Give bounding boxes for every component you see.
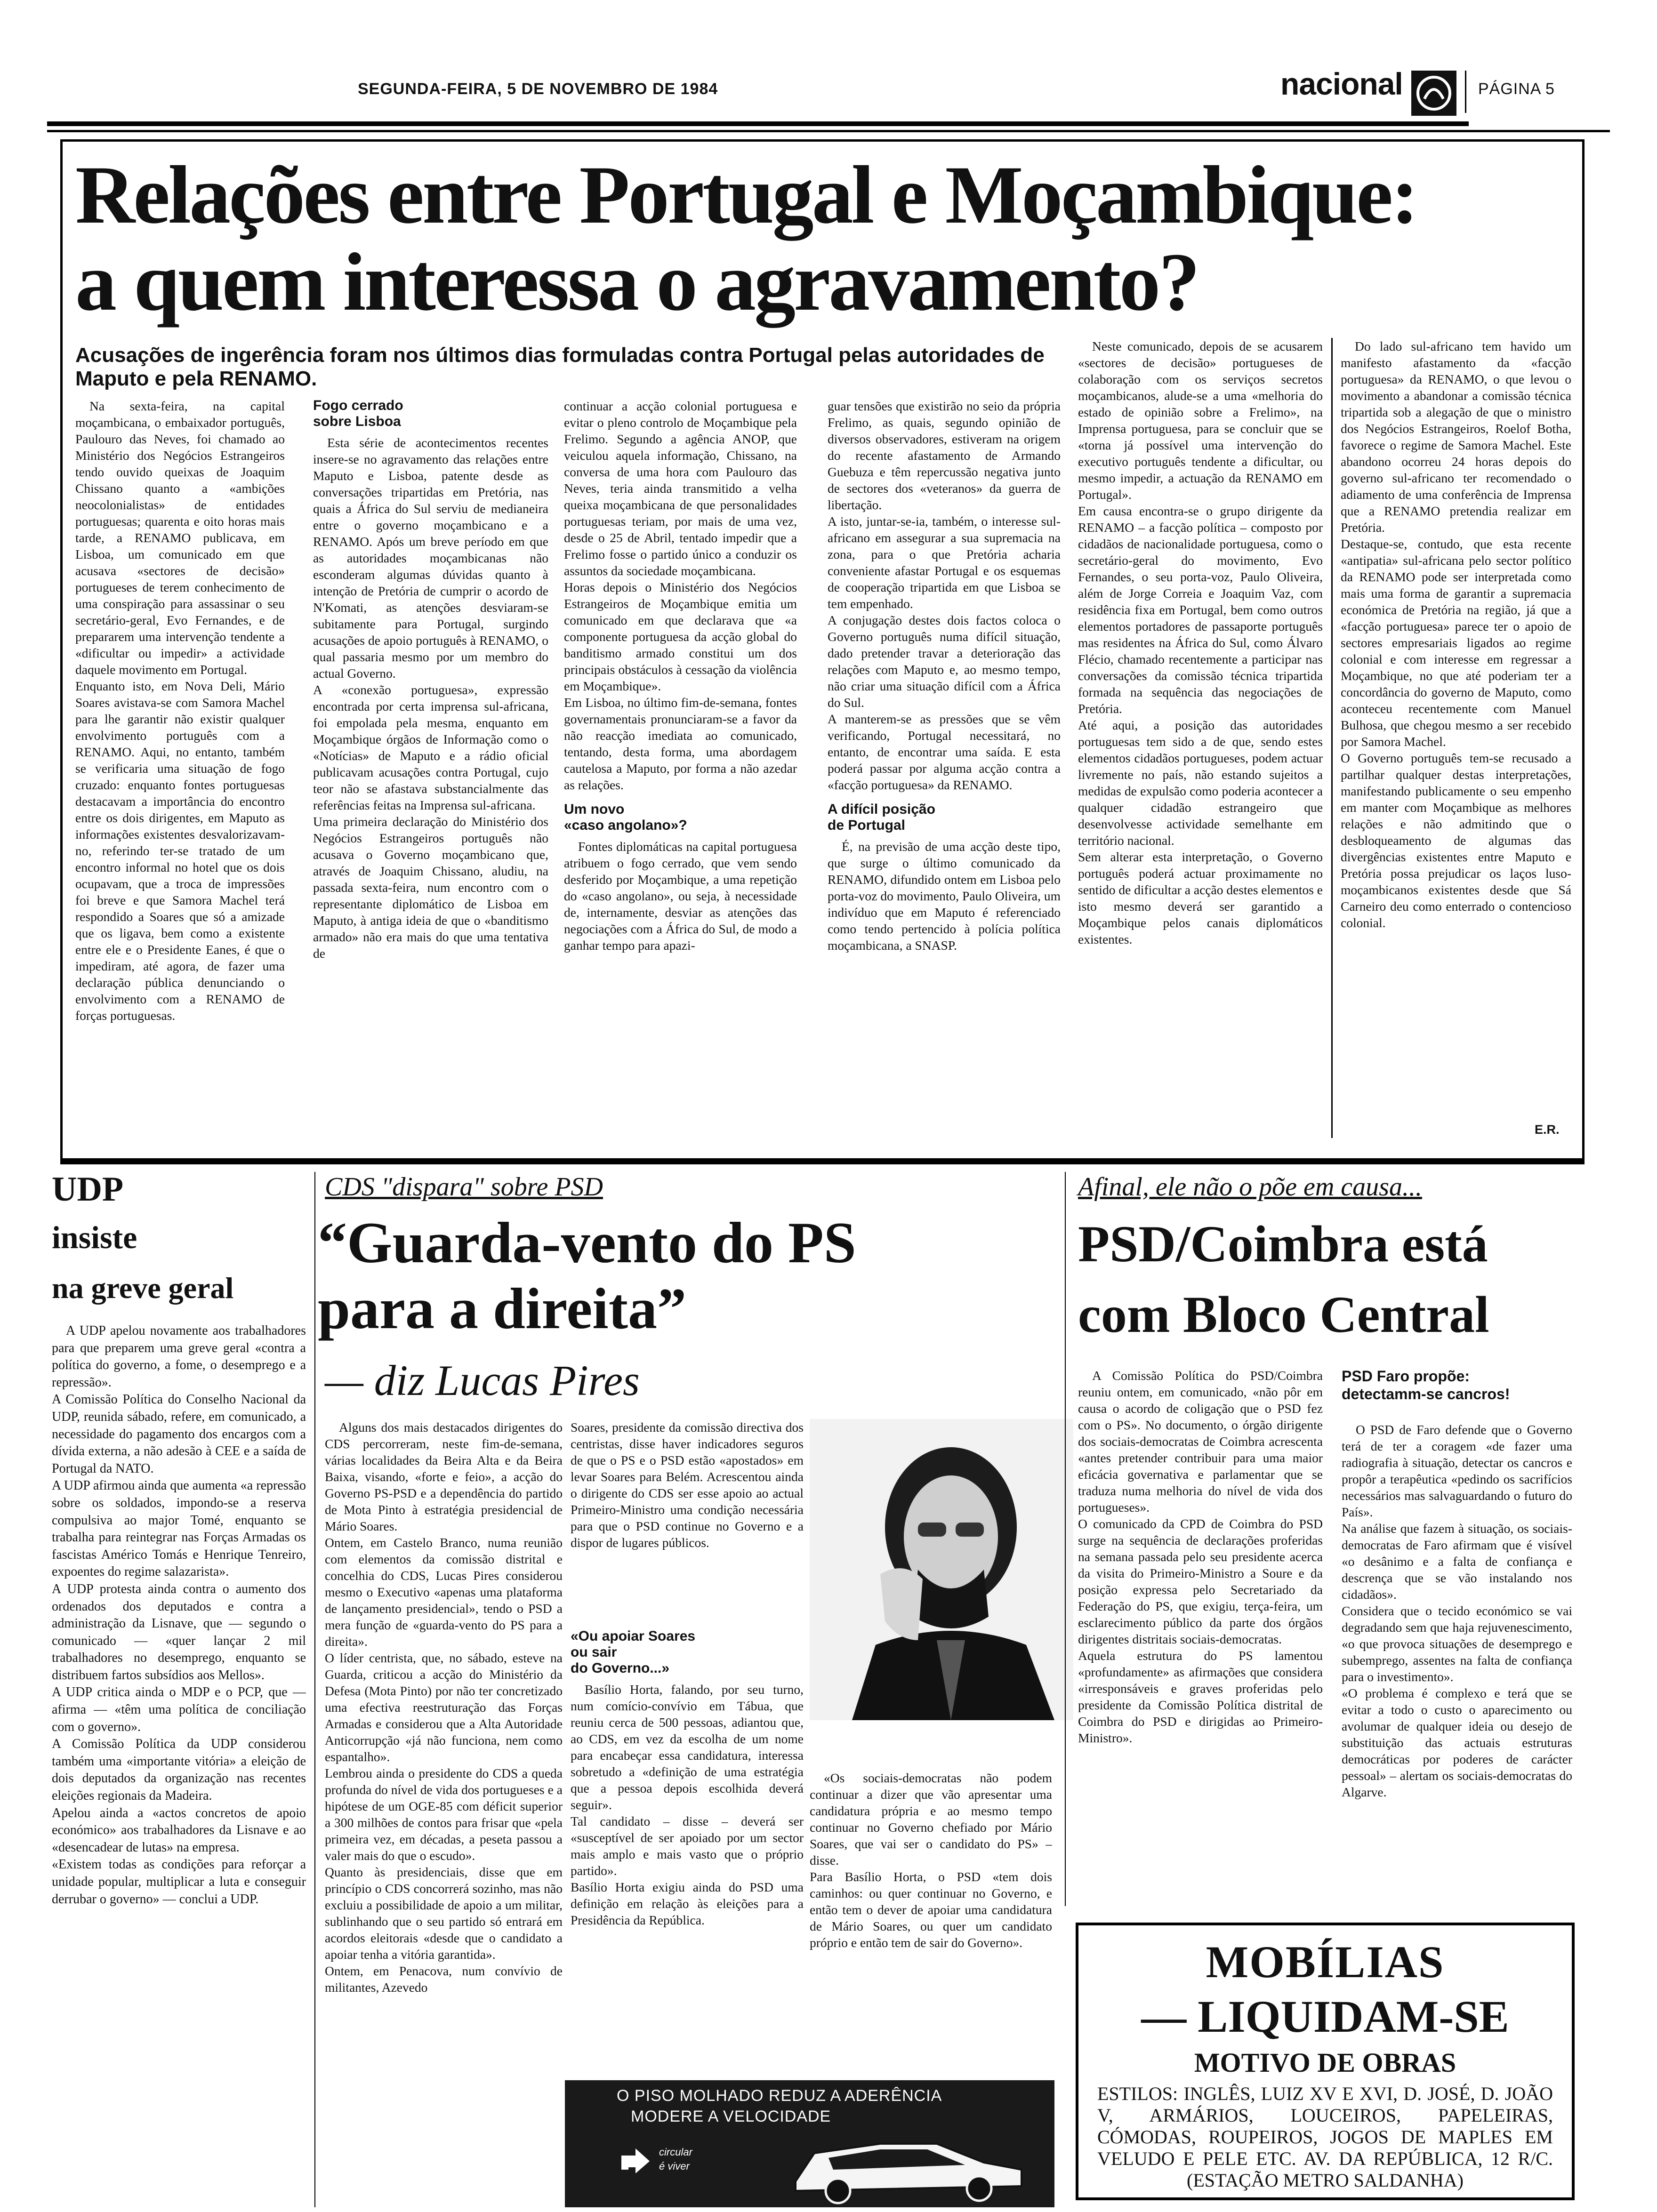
header-rule-thin bbox=[47, 130, 1610, 132]
section-title: nacional bbox=[1280, 66, 1403, 101]
main-col3b-text: Fontes diplomáticas na capital portuguesa atribuem o fogo cerrado, que vem sendo desferido por Moçambique, a uma repetição do «caso angolano», ou seja, à necessidade de, internamente, desviar as atenções das negociações com a África do Sul, de modo a ganhar tempo para apazi- bbox=[564, 839, 797, 953]
psd-col2-text: O PSD de Faro defende que o Governo terá de ter a coragem «de fazer uma radiografia à situação, detectar os cancros e propôr a terapêutica «pedindo os sacrifícios necessários mas salvaguardando o futuro do País». Na análise que fazem à situação, os sociais-democratas de Faro afirmam que é visível «o desânimo e a falta de confiança e descrença que se vão instalando nos cidadãos». Considera que o tecido económico se vai degradando sem que haja rejuvenescimento, «o que provoca situações de desemprego e subemprego, assentes na falta de confiança para o investimento». «O problema é complexo e terá que se evitar a todo o custo o aparecimento ou avolumar de qualquer ideia ou desejo de substituição das actuais estruturas democráticas por poderes de carácter pessoal» – alertam os sociais-democratas do Algarve. bbox=[1342, 1422, 1572, 1799]
cds-headline-line2: para a direita” bbox=[318, 1276, 686, 1341]
header-divider bbox=[1465, 71, 1466, 113]
circular-logo-line2: é viver bbox=[659, 2160, 690, 2172]
newspaper-logo-icon bbox=[1411, 71, 1456, 116]
main-col-2 bbox=[313, 398, 548, 1144]
psd-faro-box-head: PSD Faro propõe: detectamm-se cancros! bbox=[1342, 1368, 1510, 1403]
cds-col3-text: «Os sociais-democratas não podem continuar a dizer que vão apresentar uma candidatura própria e ao mesmo tempo continuar no Governo chefiado por Mário Soares, que vai ser o candidato do PS» – disse. Para Basílio Horta, o PSD «tem dois caminhos: ou quer continuar no Governo, e então tem o dever de apoiar uma candidatura de Mário Soares, ou quer um candidato próprio e então tem de sair do Governo». bbox=[810, 1771, 1052, 1950]
cds-col2-text: Soares, presidente da comissão directiva dos centristas, disse haver indicadores seguros de que o PS e o PSD estão «apostados» em levar Soares para Belém. Acrescentou ainda o dirigente do CDS ser esse apoio ao actual Primeiro-Ministro uma condição necessária para que o PSD continue no Governo e a dispor de lugares públicos. bbox=[571, 1420, 804, 1550]
udp-head-2: insiste bbox=[52, 1219, 137, 1255]
main-col5-text: Neste comunicado, depois de se acusarem «sectores de decisão» portugueses de colaboração com os serviços secretos moçambicanos, alude-se a uma «melhoria do estado de opinião sobre a Frelimo», na Imprensa portuguesa, para se concluir que se «torna já possível uma intervenção do executivo português tendente a dificultar, ou mesmo impedir, a actuação da RENAMO em Portugal». Em causa encontra-se o grupo dirigente da RENAMO – a facção política – composto por cidadãos de nacionalidade portuguesa, como o secretário-geral do movimento, Evo Fernandes, o seu porta-voz, Paulo Oliveira, além de Jorge Correia e Joaquim Vaz, com residência fixa em Portugal, bem como outros elementos portadores de passaporte português mas residentes na África do Sul, como Álvaro Flécio, chamado recentemente a participar nas conversações da comissão técnica tripartida formada na sequência das negociações de Pretória. Até aqui, a posição das autoridades portuguesas tem sido a de que, sendo estes elementos cidadãos portugueses, podem actuar livremente no país, não estando sujeitos a medidas de expulsão como poderia acontecer a qualquer cidadão estrangeiro que desenvolvesse actividade semelhante em território nacional. Sem alterar esta interpretação, o Governo português poderá actuar proximamente no sentido de dificultar a acção destes elementos e isto mesmo deverá ser garantido a Moçambique pelos canais diplomáticos existentes. bbox=[1078, 339, 1323, 946]
cds-psd-divider bbox=[1065, 1172, 1066, 1906]
safety-ad-line2: MODERE A VELOCIDADE bbox=[631, 2108, 831, 2125]
page-date: SEGUNDA-FEIRA, 5 DE NOVEMBRO DE 1984 bbox=[358, 80, 718, 98]
cds-kicker: CDS "dispara" sobre PSD bbox=[325, 1172, 603, 1202]
psd-kicker: Afinal, ele não o põe em causa... bbox=[1078, 1172, 1422, 1202]
main-col4b-text: É, na previsão de uma acção deste tipo, que surge o último comunicado da RENAMO, difundido ontem em Lisboa pelo porta-voz do movimento, Paulo Oliveira, um indivíduo que em Maputo é referenciado como tendo pertencido à polícia política moçambicana, a SNASP. bbox=[828, 839, 1061, 953]
furniture-ad-line4: ESTILOS: INGLÊS, LUIZ XV E XVI, D. JOSÉ, D. JOÃO V, ARMÁRIOS, LOUCEIROS, PAPELEIRAS, CÓMODAS, ROUPEIROS, JOGOS DE MAPLES EM VELUDO E PELE ETC. AV. DA REPÚBLICA, 12 R/C. (ESTAÇÃO METRO SALDANHA) bbox=[1097, 2083, 1553, 2191]
psd-col-1 bbox=[1078, 1367, 1323, 1899]
main-bottom-rule bbox=[60, 1161, 1585, 1164]
udp-head-3: na greve geral bbox=[52, 1271, 234, 1305]
car-icon bbox=[786, 2125, 1031, 2205]
main-col-3 bbox=[564, 398, 797, 1144]
subhead-fogo-cerrado: Fogo cerrado sobre Lisboa bbox=[313, 398, 403, 429]
page-number: PÁGINA 5 bbox=[1478, 80, 1555, 98]
psd-col1-text: A Comissão Política do PSD/Coimbra reuniu ontem, em comunicado, «não pôr em causa o acordo de coligação que o PSD fez com o PS». No documento, o órgão dirigente dos sociais-democratas de Coimbra acrescenta «antes pretender contribuir para uma maior eficácia governativa e parlamentar que se traduza numa melhoria do nível de vida dos portugueses». O comunicado da CPD de Coimbra do PSD surge na sequência de declarações proferidas na semana passada pelo seu presidente acerca da visita do Primeiro-Ministro a Soure e da posição expressa pelo Secretariado da Federação do PS, que exigiu, terça-feira, um esclarecimento público da parte dos órgãos dirigentes distritais sociais-democratas. Aquela estrutura do PS lamentou «profundamente» as afirmações que considera «irresponsáveis e graves proferidas pelo presidente da Comissão Política distrital de Coimbra do PSD e dirigidas ao Primeiro-Ministro». bbox=[1078, 1368, 1323, 1745]
udp-body bbox=[52, 1322, 306, 2207]
circular-logo-line1: circular bbox=[659, 2146, 692, 2158]
cds-col-2b bbox=[571, 1628, 804, 2080]
furniture-ad bbox=[1076, 1923, 1575, 2200]
main-headline-line1: Relações entre Portugal e Moçambique: bbox=[75, 149, 1417, 241]
psd-col-2 bbox=[1342, 1421, 1572, 1899]
psd-headline-line1: PSD/Coimbra está bbox=[1078, 1215, 1488, 1273]
udp-divider bbox=[314, 1172, 315, 2207]
safety-ad bbox=[565, 2080, 1054, 2207]
main-standfirst: Acusações de ingerência foram nos últimos dias formuladas contra Portugal pelas autoridades de Maputo e pela RENAMO. bbox=[75, 344, 1045, 390]
main-col6-text: Do lado sul-africano tem havido um manifesto afastamento da «facção portuguesa» da RENAMO, o que levou o movimento a abandonar a comissão técnica tripartida sob a alegação de que o ministro dos Negócios Estrangeiros, Roelof Botha, favorece o regime de Samora Machel. Este abandono ocorreu 24 horas depois do governo sul-africano ter recomendado o adiamento de uma conferência de Imprensa que a RENAMO pretendia realizar em Pretória. Destaque-se, contudo, que esta recente «antipatia» sul-africana pelo sector político da RENAMO pode ser interpretada como mais uma forma de garantir a supremacia económica de Pretória na região, já que a «facção portuguesa» parece ter o apoio de sectores empresariais ligados ao regime colonial e com interesse em regressar a Moçambique, no que até poderiam ter a concordância do governo de Maputo, como aconteceu recentemente com Manuel Bulhosa, que chegou mesmo a ser recebido por Samora Machel. O Governo português tem-se recusado a partilhar qualquer destas interpretações, manifestando publicamente o seu empenho em manter com Moçambique as melhores relações e não admitindo que o desbloqueamento de algumas das divergências existentes entre Maputo e Pretória possa prejudicar os laços luso-moçambicanos existentes desde que Sá Carneiro deu como enterrado o contencioso colonial. bbox=[1341, 339, 1571, 930]
subhead-dificil-posicao: A difícil posição de Portugal bbox=[828, 801, 935, 833]
main-col2-text: Esta série de acontecimentos recentes insere-se no agravamento das relações entre Maputo e Lisboa, patente desde as conversações tripartidas em Pretória, nas quais a África do Sul serviu de medianeira entre o governo moçambicano e a RENAMO. Após um breve período em que as autoridades moçambicanas não esconderam algumas dúvidas quanto à intenção de Pretória de cumprir o acordo de N'Komati, as atenções desviaram-se subitamente para Portugal, surgindo acusações de apoio português à RENAMO, o qual passaria mesmo por um membro do actual Governo. A «conexão portuguesa», expressão encontrada por certa imprensa sul-africana, foi empolada pela mesma, enquanto em Moçambique órgãos de Informação como o «Notícias» de Maputo e a rádio oficial publicavam acusações contra Portugal, cujo teor não se afastava substancialmente das referências feitas na Imprensa sul-africana. Uma primeira declaração do Ministério dos Negócios Estrangeiros português não acusava o Governo moçambicano que, através de Joaquim Chissano, aludiu, na passada sexta-feira, num encontro com o representante diplomático de Lisboa em Maputo, à antiga ideia de que o «banditismo armado» não era mais do que uma tentativa de bbox=[313, 435, 548, 961]
cds-col-3 bbox=[810, 1770, 1052, 2080]
main-col-5 bbox=[1078, 338, 1323, 1144]
header-rule bbox=[47, 121, 1469, 126]
main-col3-text: continuar a acção colonial portuguesa e evitar o pleno controlo de Moçambique pela Frelimo. Segundo a agência ANOP, que veiculou aquela informação, Chissano, na conversa de uma hora com Paulouro das Neves, teria ainda transmitido a velha queixa moçambicana de que personalidades portuguesas teriam, por mais de uma vez, desde o 25 de Abril, tentado impedir que a Frelimo fosse o partido único a conduzir os assuntos da sociedade moçambicana. Horas depois o Ministério dos Negócios Estrangeiros de Moçambique emitia um comunicado em que declarava que «a componente portuguesa da acção global do banditismo armado constitui um dos principais obstáculos à cessação da violência em Moçambique». Em Lisboa, no último fim-de-semana, fontes governamentais pronunciaram-se a favor da não reacção imediata ao comunicado, tentando, desta forma, uma abordagem cautelosa a Maputo, por forma a não azedar as relações. bbox=[564, 399, 797, 792]
main-col-divider bbox=[1331, 338, 1333, 1138]
circular-logo-icon bbox=[617, 2141, 654, 2179]
main-col-6 bbox=[1341, 338, 1571, 1124]
cds-col2b-text: Basílio Horta, falando, por seu turno, num comício-convívio em Tábua, que reuniu cerca de 500 pessoas, adiantou que, ao CDS, em vez da escolha de um nome para encabeçar essa candidatura, interessa sobretudo a «definição de uma estratégia que a pessoa depois escolhida deverá seguir». Tal candidato – disse – deverá ser «susceptível de ser apoiado por um sector mais amplo e mais vasto que o próprio partido». Basílio Horta exigiu ainda do PSD uma definição em relação às eleições para a Presidência da República. bbox=[571, 1682, 804, 1927]
cds-col-1 bbox=[325, 1419, 563, 2207]
udp-head-1: UDP bbox=[52, 1170, 124, 1209]
main-col4-text: guar tensões que existirão no seio da própria Frelimo, as quais, segundo opinião de diversos observadores, estiveram na origem do recente afastamento de Armando Guebuza e têm repercussão negativa junto de sectores dos «veteranos» da guerra de libertação. A isto, juntar-se-ia, também, o interesse sul-africano em assegurar a sua supremacia na zona, para o que Pretória acharia conveniente afastar Portugal e os esquemas de cooperação tripartida em que Lisboa se tem empenhado. A conjugação destes dois factos coloca o Governo português numa difícil situação, dado pretender travar a deterioração das relações com Maputo e, ao mesmo tempo, não criar uma situação difícil com a África do Sul. A manterem-se as pressões que se vêm verificando, Portugal necessitará, no entanto, de encontrar uma saída. E esta poderá passar por alguma acção contra a «facção portuguesa» da RENAMO. bbox=[828, 399, 1061, 792]
psd-headline-line2: com Bloco Central bbox=[1078, 1286, 1489, 1343]
lucas-pires-photo-icon bbox=[810, 1419, 1073, 1720]
cds-col1-text: Alguns dos mais destacados dirigentes do CDS percorreram, neste fim-de-semana, várias localidades da Beira Alta e da Beira Baixa, visando, «forte e feio», a acção do Governo PS-PSD e a dependência do partido de Mota Pinto à estratégia presidencial de Mário Soares. Ontem, em Castelo Branco, numa reunião com elementos da comissão distrital e concelhia do CDS, Lucas Pires considerou mesmo o Executivo «apenas uma plataforma de lançamento presidencial», tendo o PSD a mera função de «guarda-vento do PS para a direita». O líder centrista, que, no sábado, esteve na Guarda, criticou a acção do Ministério da Defesa (Mota Pinto) por não ter concretizado uma efectiva reestruturação das Forças Armadas e considerou que a Alta Autoridade Anticorrupção «já não funciona, nem como espantalho». Lembrou ainda o presidente do CDS a queda profunda do nível de vida dos portugueses e a hipótese de um OGE-85 com déficit superior a 300 milhões de contos para frisar que «pela primeira vez, em décadas, a peseta passou a valer mais do que o escudo». Quanto às presidenciais, disse que em princípio o CDS concorrerá sozinho, mas não excluiu a possibilidade de apoio a um militar, sublinhando que o seu partido só entrará em acordos eleitorais «desde que o candidato a apoiar tenha a vitória garantida». Ontem, em Penacova, num convívio de militantes, Azevedo bbox=[325, 1420, 563, 1995]
main-headline-line2: a quem interessa o agravamento? bbox=[75, 236, 1199, 328]
main-col-4 bbox=[828, 398, 1061, 1144]
cds-byline: — diz Lucas Pires bbox=[325, 1356, 640, 1404]
cds-headline-line1: “Guarda-vento do PS bbox=[318, 1210, 856, 1275]
udp-body-text: A UDP apelou novamente aos trabalhadores para que preparem uma greve geral «contra a política do governo, a fome, o desemprego e a repressão». A Comissão Política do Conselho Nacional da UDP, reunida sábado, refere, em comunicado, a necessidade do pagamento dos encargos com a dívida externa, a não adesão à CEE e a saída de Portugal da NATO. A UDP afirmou ainda que aumenta «a repressão sobre os soldados, impondo-se a reserva compulsiva ao major Tomé, enquanto se trabalha para reintegrar nas Forças Armadas os fascistas Américo Tomás e Henrique Tenreiro, expoentes do regime salazarista». A UDP protesta ainda contra o aumento dos ordenados dos deputados e contra a administração da Lisnave, que — segundo o comunicado — «quer lançar 2 mil trabalhadores no desemprego, enquanto se distribuem fartos subsídios aos Mellos». A UDP critica ainda o MDP e o PCP, que — afirma — «têm uma política de conciliação com o governo». A Comissão Política da UDP considerou também uma «importante vitória» a eleição de dois deputados da organização nas recentes eleições regionais da Madeira. Apelou ainda a «actos concretos de apoio económico» aos trabalhadores da Lisnave e ao «desencadear de lutas» na empresa. «Existem todas as condições para reforçar a unidade popular, multiplicar a luta e conseguir derrubar o governo» — conclui a UDP. bbox=[52, 1323, 306, 1907]
main-col1-text: Na sexta-feira, na capital moçambicana, o embaixador português, Paulouro das Neves, foi chamado ao Ministério dos Negócios Estrangeiros tendo ouvido queixas de Joaquim Chissano quanto a «ambições neocolonialistas» de entidades portuguesas; quarenta e oito horas mais tarde, a RENAMO publicava, em Lisboa, um comunicado em que acusava «sectores de decisão» portugueses de terem conhecimento de uma conspiração para assassinar o seu secretário-geral, Evo Fernandes, e de prepararem uma intervenção tendente a «dificultar ou impedir» a actividade daquele movimento em Portugal. Enquanto isto, em Nova Deli, Mário Soares avistava-se com Samora Machel para lhe garantir não existir qualquer envolvimento português com a RENAMO. Aqui, no entanto, também se verificaria uma situação de fogo cruzado: enquanto fontes portuguesas destacavam a importância do encontro entre os dois dirigentes, em Maputo as informações existentes desvalorizavam-no, referindo ter-se tratado de um encontro informal no hotel que os dois ocupavam, que a troca de impressões foi breve e que Samora Machel terá respondido a Soares que só a amizade que os ligava, bem como a existente entre ele e o Presidente Eanes, é que o impediram, até agora, de fazer uma declaração pública denunciando o envolvimento com a RENAMO de forças portuguesas. bbox=[75, 399, 285, 1023]
subhead-caso-angolano: Um novo «caso angolano»? bbox=[564, 801, 687, 833]
furniture-ad-line3: MOTIVO DE OBRAS bbox=[1194, 2047, 1456, 2078]
main-col-1 bbox=[75, 398, 285, 1144]
safety-ad-line1: O PISO MOLHADO REDUZ A ADERÊNCIA bbox=[617, 2087, 942, 2105]
main-signature: E.R. bbox=[1535, 1122, 1560, 1137]
furniture-ad-line2: — LIQUIDAM-SE bbox=[1141, 1991, 1509, 2042]
furniture-ad-line1: MOBÍLIAS bbox=[1206, 1937, 1445, 1987]
cds-subhead-ou-apoiar: «Ou apoiar Soares ou sair do Governo...» bbox=[571, 1628, 696, 1676]
